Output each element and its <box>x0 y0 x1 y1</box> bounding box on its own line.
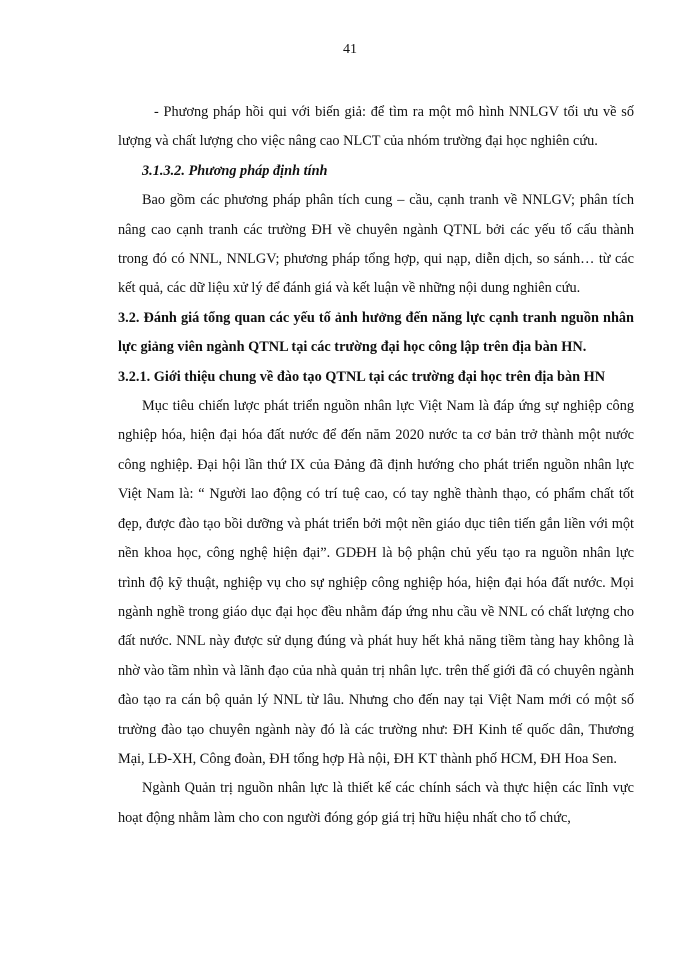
page-number: 41 <box>343 42 357 57</box>
paragraph-qualitative-methods: Bao gồm các phương pháp phân tích cung – cầu, cạnh tranh về NNLGV; phân tích nâng cao cạnh tranh các trường ĐH về chuyên ngành QTNL bởi các yếu tố cấu thành trong đó có NNL, NNLGV; phương pháp tổng hợp, qui nạp, diễn dịch, so sánh… từ các kết quả, các dữ liệu xử lý để đánh giá và kết luận về những nội dung nghiên cứu. <box>118 192 634 297</box>
paragraph-hrm-definition: Ngành Quản trị nguồn nhân lực là thiết kế các chính sách và thực hiện các lĩnh vực hoạt động nhằm làm cho con người đóng góp giá trị hữu hiệu nhất cho tổ chức, <box>118 780 634 826</box>
section-heading-3-2-1: 3.2.1. Giới thiệu chung về đào tạo QTNL tại các trường đại học trên địa bàn HN <box>118 368 606 385</box>
subsection-heading-qualitative: 3.1.3.2. Phương pháp định tính <box>142 162 328 179</box>
section-heading-3-2: 3.2. Đánh giá tổng quan các yếu tố ảnh hưởng đến năng lực cạnh tranh nguồn nhân lực giảng viên ngành QTNL tại các trường đại học công lập trên địa bàn HN. <box>118 309 634 356</box>
page-body <box>118 98 634 833</box>
paragraph-strategy-goals: Mục tiêu chiến lược phát triển nguồn nhân lực Việt Nam là đáp ứng sự nghiệp công nghiệp hóa, hiện đại hóa đất nước để đến năm 2020 nước ta cơ bản trở thành một nước công nghiệp. Đại hội lần thứ IX của Đảng đã định hướng cho phát triển nguồn nhân lực Việt Nam là: “ Người lao động có trí tuệ cao, có tay nghề thành thạo, có phẩm chất tốt đẹp, được đào tạo bồi dưỡng và phát triển bởi một nền giáo dục tiên tiến gắn liền với một nền khoa học, công nghệ hiện đại”. GDĐH là bộ phận chủ yếu tạo ra nguồn nhân lực trình độ kỹ thuật, nghiệp vụ cho sự nghiệp công nghiệp hóa, hiện đại hóa đất nước. Mọi ngành nghề trong giáo dục đại học đều nhằm đáp ứng nhu cầu về NNL có chất lượng cho đất nước. NNL này được sử dụng đúng và phát huy hết khả năng tiềm tàng hay không là nhờ vào tầm nhìn và lãnh đạo của nhà quản trị nhân lực. trên thế giới đã có chuyên ngành đào tạo ra cán bộ quản lý NNL từ lâu. Nhưng cho đến nay tại Việt Nam mới có một số trường đào tạo chuyên ngành này đó là các trường như: ĐH Kinh tế quốc dân, Thương Mại, LĐ-XH, Công đoàn, ĐH tổng hợp Hà nội, ĐH KT thành phố HCM, ĐH Hoa Sen. <box>118 398 634 767</box>
bullet-paragraph-regression: - Phương pháp hồi qui với biến giả: để tìm ra một mô hình NNLGV tối ưu về số lượng và chất lượng cho việc nâng cao NLCT của nhóm trường đại học nghiên cứu. <box>118 104 634 150</box>
